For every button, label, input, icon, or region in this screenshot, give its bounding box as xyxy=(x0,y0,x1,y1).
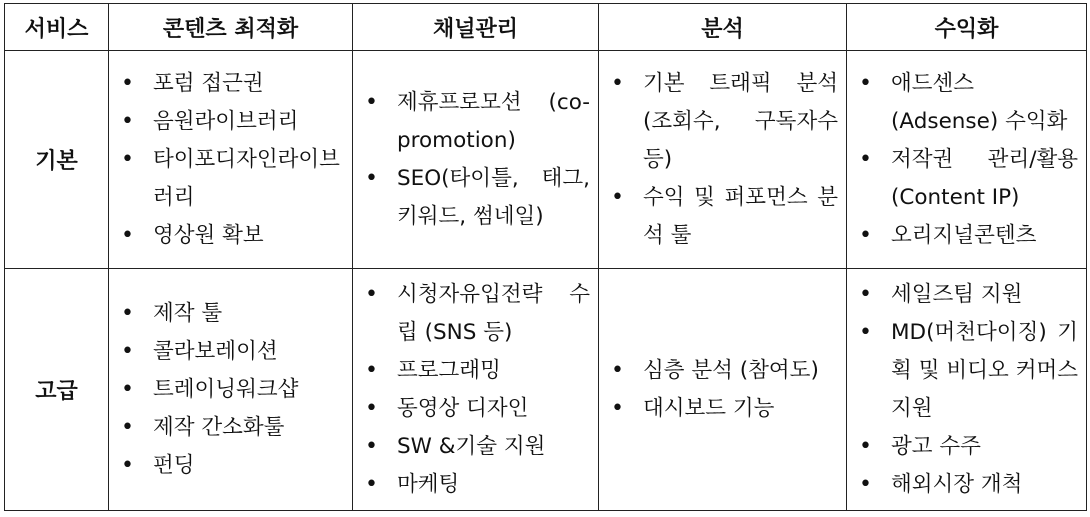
table-row-advanced xyxy=(5,269,1087,511)
cell-basic-channel xyxy=(353,51,599,269)
list-item: • 수익 및 퍼포먼스 분석 툴 xyxy=(609,179,838,255)
list-item: • 펀딩 xyxy=(119,447,344,485)
service-table xyxy=(4,3,1087,511)
row-label-advanced: 고급 xyxy=(5,269,109,511)
list-advanced-monetization xyxy=(847,272,1086,508)
list-item: • 애드센스(Adsense) 수익화 xyxy=(857,65,1078,141)
list-item: • 포럼 접근권 xyxy=(119,65,344,103)
list-basic-analytics xyxy=(599,61,846,259)
table-row-basic xyxy=(5,51,1087,269)
list-basic-channel xyxy=(353,80,598,240)
cell-advanced-content xyxy=(109,269,353,511)
header-service: 서비스 xyxy=(5,4,109,51)
header-channel-management: 채널관리 xyxy=(353,4,599,51)
list-item: • 제휴프로모션 (co-promotion) xyxy=(363,84,590,160)
list-item: • 해외시장 개척 xyxy=(857,466,1078,504)
list-item: • 시청자유입전략 수립 (SNS 등) xyxy=(363,276,590,352)
list-basic-content xyxy=(109,61,352,259)
list-item: • 영상원 확보 xyxy=(119,217,344,255)
list-item: • 트레이닝워크샵 xyxy=(119,371,344,409)
list-item: • 저작권 관리/활용(Content IP) xyxy=(857,141,1078,217)
list-item: • 광고 수주 xyxy=(857,428,1078,466)
list-item: • 타이포디자인라이브러리 xyxy=(119,141,344,217)
list-item: • SW &기술 지원 xyxy=(363,428,590,466)
list-advanced-channel xyxy=(353,272,598,508)
cell-advanced-analytics xyxy=(599,269,847,511)
list-item: • 제작 간소화툴 xyxy=(119,409,344,447)
cell-advanced-monetization xyxy=(847,269,1087,511)
row-label-basic: 기본 xyxy=(5,51,109,269)
header-analytics: 분석 xyxy=(599,4,847,51)
list-basic-monetization xyxy=(847,61,1086,259)
header-content-optimization: 콘텐츠 최적화 xyxy=(109,4,353,51)
service-comparison-table xyxy=(4,3,1086,511)
list-item: • 콜라보레이션 xyxy=(119,333,344,371)
list-item: • 프로그래밍 xyxy=(363,352,590,390)
list-item: • MD(머천다이징) 기획 및 비디오 커머스 지원 xyxy=(857,314,1078,428)
list-item: • 음원라이브러리 xyxy=(119,103,344,141)
list-item: • 대시보드 기능 xyxy=(609,390,838,428)
list-item: • SEO(타이틀, 태그, 키워드, 썸네일) xyxy=(363,160,590,236)
list-advanced-content xyxy=(109,291,352,489)
list-item: • 오리지널콘텐츠 xyxy=(857,217,1078,255)
list-item: • 동영상 디자인 xyxy=(363,390,590,428)
header-row xyxy=(5,4,1087,51)
list-item: • 기본 트래픽 분석 (조회수, 구독자수 등) xyxy=(609,65,838,179)
cell-basic-analytics xyxy=(599,51,847,269)
list-advanced-analytics xyxy=(599,348,846,432)
list-item: • 제작 툴 xyxy=(119,295,344,333)
cell-advanced-channel xyxy=(353,269,599,511)
list-item: • 마케팅 xyxy=(363,466,590,504)
list-item: • 심층 분석 (참여도) xyxy=(609,352,838,390)
cell-basic-monetization xyxy=(847,51,1087,269)
header-monetization: 수익화 xyxy=(847,4,1087,51)
list-item: • 세일즈팀 지원 xyxy=(857,276,1078,314)
cell-basic-content xyxy=(109,51,353,269)
